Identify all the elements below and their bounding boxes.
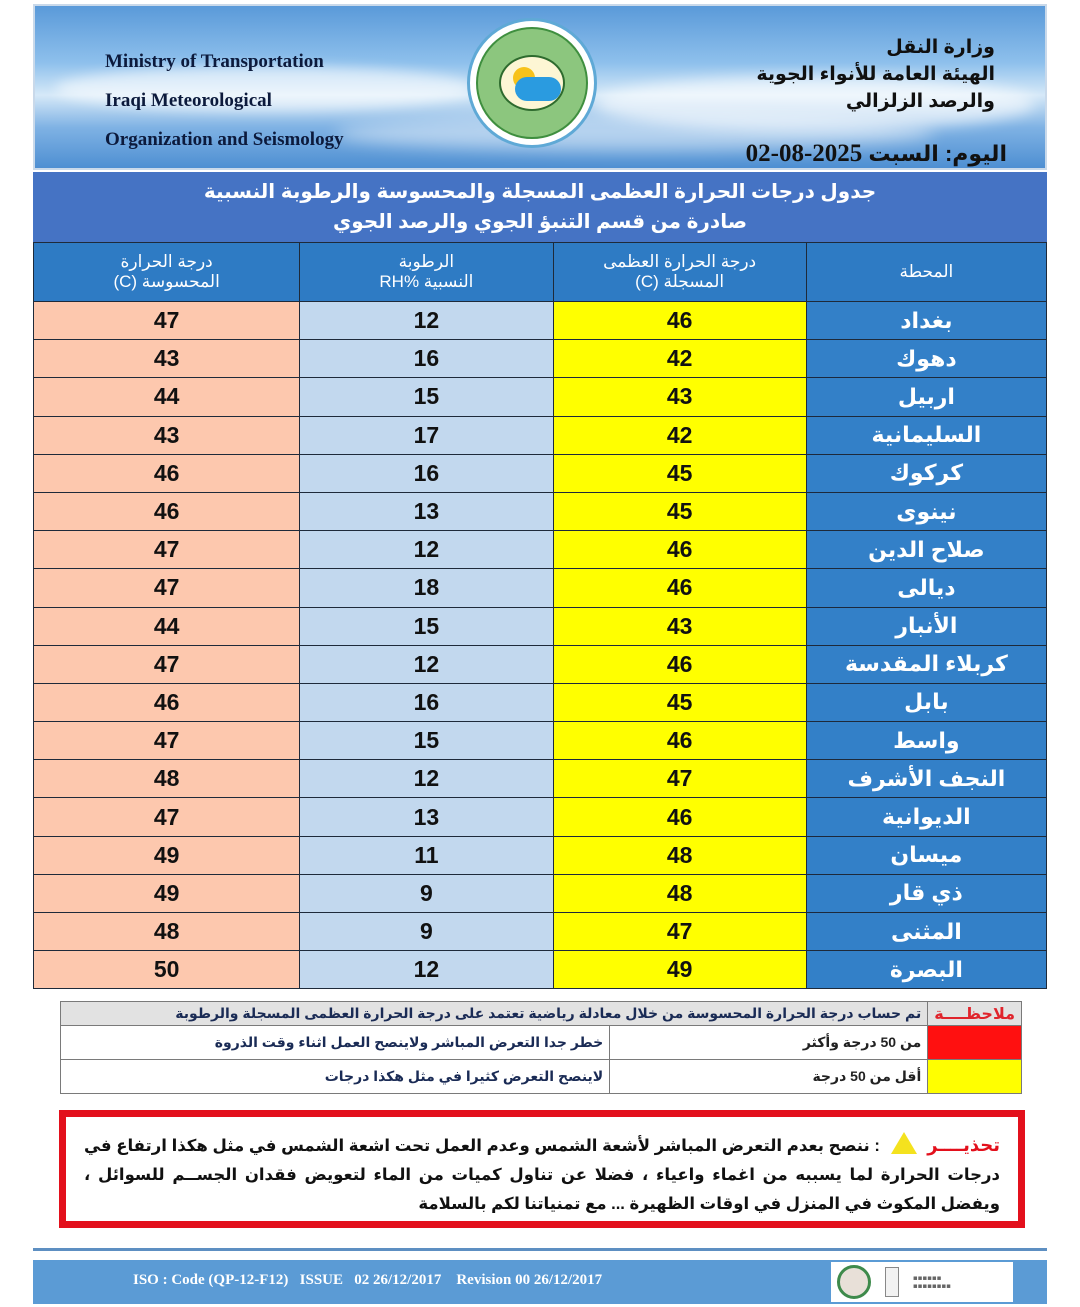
feels-like-cell: 46 [34,683,300,721]
feels-like-cell: 48 [34,760,300,798]
table-title-line1: جدول درجات الحرارة العظمى المسجلة والمحسوسة والرطوبة النسبية [203,181,877,203]
tmax-cell: 46 [553,798,806,836]
tmax-cell: 43 [553,607,806,645]
rh-cell: 12 [300,951,553,989]
table-row [34,454,1047,492]
org-name-ar-line2: والرصد الزلزالي [845,91,995,112]
notes-legend [60,1001,1022,1094]
rh-cell: 18 [300,569,553,607]
table-row [34,416,1047,454]
station-cell: كربلاء المقدسة [806,645,1046,683]
ministry-name-ar: وزارة النقل [886,37,995,58]
rh-cell: 9 [300,874,553,912]
tmax-cell: 48 [553,874,806,912]
col-feels-like: درجة الحرارة المحسوسة (C) [34,243,300,302]
organization-logo-icon [467,18,597,148]
table-row [34,798,1047,836]
station-cell: الأنبار [806,607,1046,645]
tmax-cell: 43 [553,378,806,416]
rh-cell: 15 [300,607,553,645]
rh-cell: 15 [300,722,553,760]
feels-like-cell: 47 [34,531,300,569]
tmax-cell: 48 [553,836,806,874]
feels-like-cell: 47 [34,302,300,340]
table-row [34,378,1047,416]
arabic-org-name [756,34,995,115]
tmax-cell: 45 [553,683,806,721]
footer-divider [33,1248,1047,1251]
table-header-row [34,243,1047,302]
tmax-cell: 45 [553,492,806,530]
date-value: 2025-08-02 [745,140,863,167]
table-row [34,836,1047,874]
note-text: تم حساب درجة الحرارة المحسوسة من خلال معادلة رياضية تعتمد على درجة الحرارة العظمى المسجلة والرطوبة [61,1002,928,1026]
english-org-name [105,42,344,159]
rh-cell: 16 [300,340,553,378]
rh-cell: 12 [300,531,553,569]
station-cell: ميسان [806,836,1046,874]
heat-bulletin-page [33,4,1047,1304]
org-name-en-line1: Iraqi Meteorological [105,90,272,111]
certification-text-icon: ▪▪▪▪▪▪ ▪▪▪▪▪▪▪▪ [913,1274,951,1290]
station-cell: المثنى [806,913,1046,951]
warning-label: تحذيــــر [927,1135,1000,1155]
certification-seal-icon [837,1265,871,1299]
feels-like-cell: 46 [34,492,300,530]
station-cell: اربيل [806,378,1046,416]
col-station: المحطة [806,243,1046,302]
rh-cell: 12 [300,760,553,798]
temperature-table [33,242,1047,989]
iso-badge-icon [885,1267,899,1297]
feels-like-cell: 46 [34,454,300,492]
table-row [34,683,1047,721]
certification-logos [831,1262,1013,1302]
header-banner [33,4,1047,170]
tmax-cell: 46 [553,531,806,569]
feels-like-cell: 43 [34,340,300,378]
legend-row-yellow [61,1060,1022,1094]
legend-range: من 50 درجة وأكثر [610,1026,928,1060]
table-row [34,645,1047,683]
table-row [34,302,1047,340]
table-title-line2: صادرة من قسم التنبؤ الجوي والرصد الجوي [332,211,748,233]
feels-like-cell: 47 [34,798,300,836]
feels-like-cell: 44 [34,607,300,645]
rh-cell: 16 [300,454,553,492]
tmax-cell: 46 [553,645,806,683]
feels-like-cell: 48 [34,913,300,951]
org-name-ar-line1: الهيئة العامة للأنواء الجوية [756,64,995,85]
table-row [34,569,1047,607]
station-cell: صلاح الدين [806,531,1046,569]
cloud-icon [515,77,561,101]
yellow-swatch [928,1060,1022,1094]
col-tmax: درجة الحرارة العظمى المسجلة (C) [553,243,806,302]
date-label: اليوم: السبت [868,141,1007,166]
station-cell: السليمانية [806,416,1046,454]
feels-like-cell: 47 [34,569,300,607]
table-row [34,492,1047,530]
tmax-cell: 45 [553,454,806,492]
rh-cell: 13 [300,492,553,530]
legend-row-red [61,1026,1022,1060]
table-row [34,874,1047,912]
rh-cell: 17 [300,416,553,454]
station-cell: النجف الأشرف [806,760,1046,798]
legend-advice: خطر جدا التعرض المباشر ولاينصح العمل اثناء وقت الذروة [61,1026,610,1060]
rh-cell: 13 [300,798,553,836]
legend-range: أقل من 50 درجة [610,1060,928,1094]
station-cell: دهوك [806,340,1046,378]
feels-like-cell: 47 [34,645,300,683]
station-cell: ديالى [806,569,1046,607]
rh-cell: 15 [300,378,553,416]
feels-like-cell: 49 [34,874,300,912]
tmax-cell: 42 [553,340,806,378]
station-cell: البصرة [806,951,1046,989]
org-name-en-line2: Organization and Seismology [105,129,344,150]
footer-bar [33,1260,1047,1304]
tmax-cell: 47 [553,760,806,798]
note-label: ملاحظــــة [928,1002,1022,1026]
table-row [34,722,1047,760]
table-row [34,340,1047,378]
rh-cell: 11 [300,836,553,874]
feels-like-cell: 49 [34,836,300,874]
station-cell: بغداد [806,302,1046,340]
tmax-cell: 46 [553,302,806,340]
feels-like-cell: 43 [34,416,300,454]
tmax-cell: 42 [553,416,806,454]
table-title [33,172,1047,242]
station-cell: نينوى [806,492,1046,530]
feels-like-cell: 47 [34,722,300,760]
feels-like-cell: 44 [34,378,300,416]
table-row [34,951,1047,989]
table-row [34,607,1047,645]
station-cell: ذي قار [806,874,1046,912]
tmax-cell: 49 [553,951,806,989]
warning-triangle-icon [891,1132,917,1154]
rh-cell: 12 [300,302,553,340]
feels-like-cell: 50 [34,951,300,989]
legend-advice: لاينصح التعرض كثيرا في مثل هكذا درجات [61,1060,610,1094]
tmax-cell: 46 [553,722,806,760]
table-row [34,531,1047,569]
rh-cell: 12 [300,645,553,683]
col-rh: الرطوبة النسبية %RH [300,243,553,302]
warning-box [59,1110,1025,1228]
ministry-name-en: Ministry of Transportation [105,51,324,72]
station-cell: كركوك [806,454,1046,492]
table-row [34,913,1047,951]
rh-cell: 9 [300,913,553,951]
table-row [34,760,1047,798]
iso-code-text: ISO : Code (QP-12-F12) ISSUE 02 26/12/2017 Revision 00 26/12/2017 [133,1272,603,1288]
red-swatch [928,1026,1022,1060]
bulletin-date [746,140,1007,168]
tmax-cell: 47 [553,913,806,951]
station-cell: بابل [806,683,1046,721]
station-cell: الديوانية [806,798,1046,836]
tmax-cell: 46 [553,569,806,607]
rh-cell: 16 [300,683,553,721]
warning-text: : ننصح بعدم التعرض المباشر لأشعة الشمس وعدم العمل تحت اشعة الشمس في مثل هكذا ارتفاع في درجات الحرارة لما يسببه من اغماء واعياء ، فضلا عن تناول كميات من الماء لتعويض فقدان الجســم للسوائل ، ويفضل المكوث في المنزل في اوقات الظهيرة ... مع تمنياتنا لكم بالسلامة [84,1137,1000,1213]
station-cell: واسط [806,722,1046,760]
